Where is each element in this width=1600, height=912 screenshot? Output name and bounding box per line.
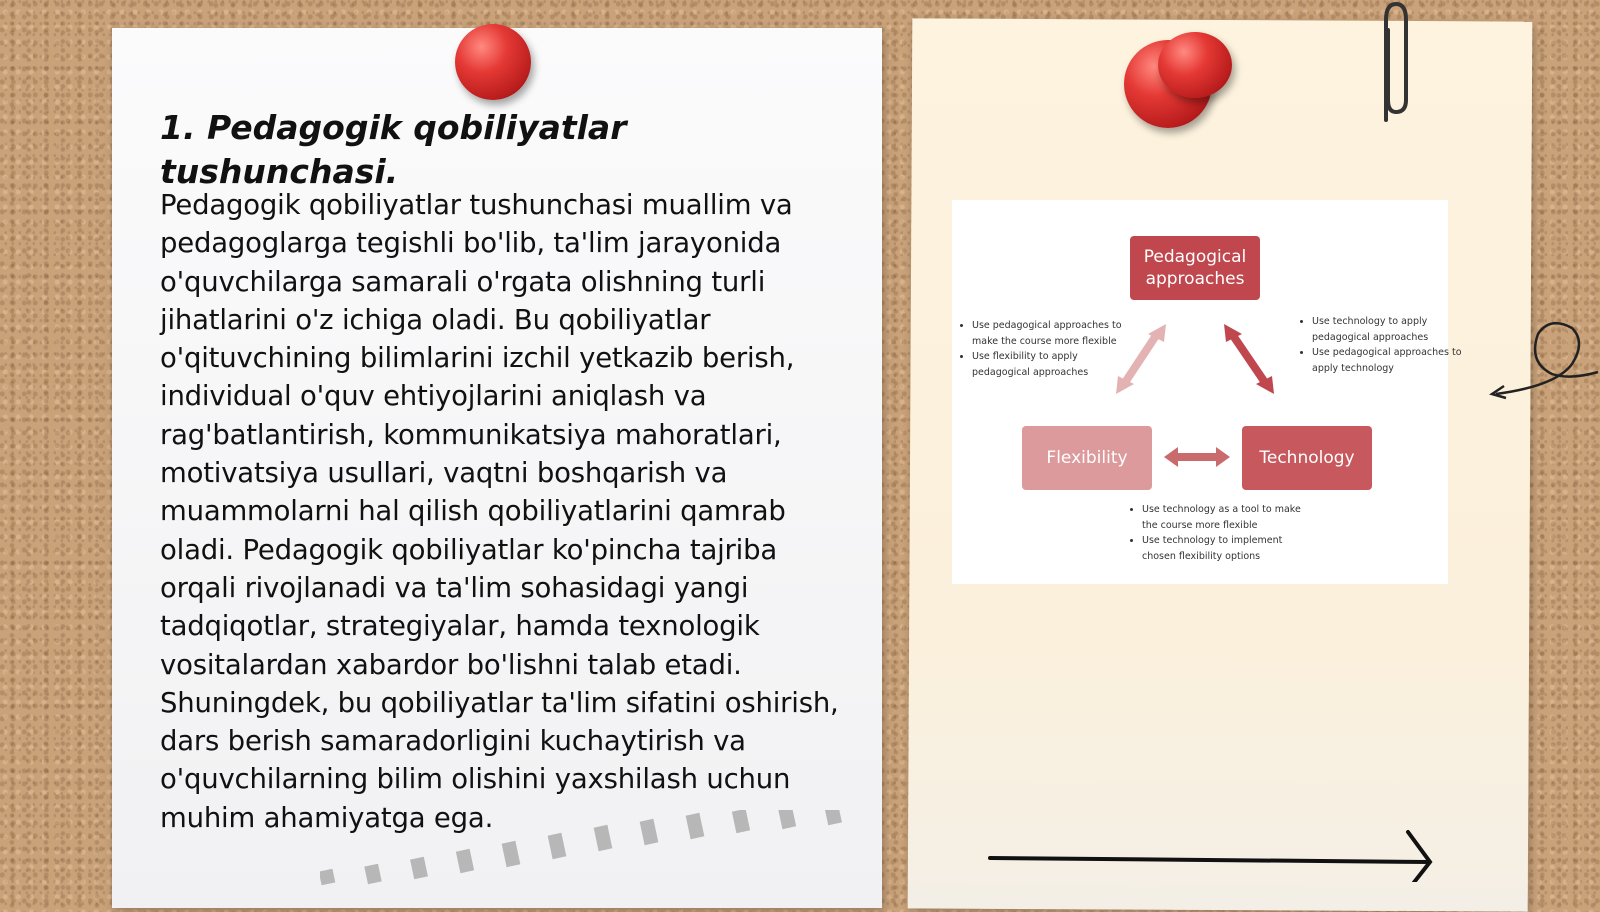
body-paragraph: Pedagogik qobiliyatlar tushunchasi muallim va pedagoglarga tegishli bo'lib, ta'lim jarayonida o'quvchilarga samarali o'rgata olishning turli jihatlarini o'z ichiga oladi. Bu qobiliyatlar o'qituvchining bilimlarini izchil yetkazib berish, individual o'quv ehtiyojlarini aniqlash va rag'batlantirish, kommunikatsiya mahoratlari, motivatsiya usullari, vaqtni boshqarish va muammolarni hal qilish qobiliyatlarini qamrab oladi. Pedagogik qobiliyatlar ko'pincha tajriba orqali rivojlanadi va ta'lim sohasidagi yangi tadqiqotlar, strategiyalar, hamda texnologik vositalardan xabardor bo'lishni talab etadi. Shuningdek, bu qobiliyatlar ta'lim sifatini oshirish, dars berish samaradorligini kuchaytirish va o'quvchilarning bilim olishini yaxshilash uchun muhim ahamiyatga ega. <box>160 189 839 834</box>
note-item: • Use technology to implement chosen flexibility options <box>1142 533 1302 564</box>
node-technology: Technology <box>1242 426 1372 490</box>
swirl-arrow-icon <box>1480 310 1600 410</box>
paperclip-icon <box>1374 0 1414 130</box>
node-flexibility: Flexibility <box>1022 426 1152 490</box>
note-item: • Use technology to apply pedagogical approaches <box>1312 314 1462 345</box>
arrow-ped-flex <box>1116 324 1166 394</box>
arrow-flex-tech <box>1164 447 1230 467</box>
note-item: • Use pedagogical approaches to make the course more flexible <box>972 318 1122 349</box>
arrow-ped-tech <box>1224 324 1274 394</box>
notes-bottom <box>1124 502 1302 564</box>
long-arrow-icon <box>988 822 1448 882</box>
pushpin-left <box>455 24 531 100</box>
notes-right <box>1294 314 1462 376</box>
triangle-diagram <box>952 200 1462 584</box>
pushpin-right-front <box>1158 32 1232 98</box>
note-item: • Use pedagogical approaches to apply technology <box>1312 345 1462 376</box>
node-pedagogical-approaches: Pedagogical approaches <box>1130 236 1260 300</box>
note-item: • Use technology as a tool to make the course more flexible <box>1142 502 1302 533</box>
note-item: • Use flexibility to apply pedagogical approaches <box>972 349 1122 380</box>
page-title: 1. Pedagogik qobiliyatlar tushunchasi. <box>160 108 627 191</box>
notes-left <box>954 318 1122 380</box>
